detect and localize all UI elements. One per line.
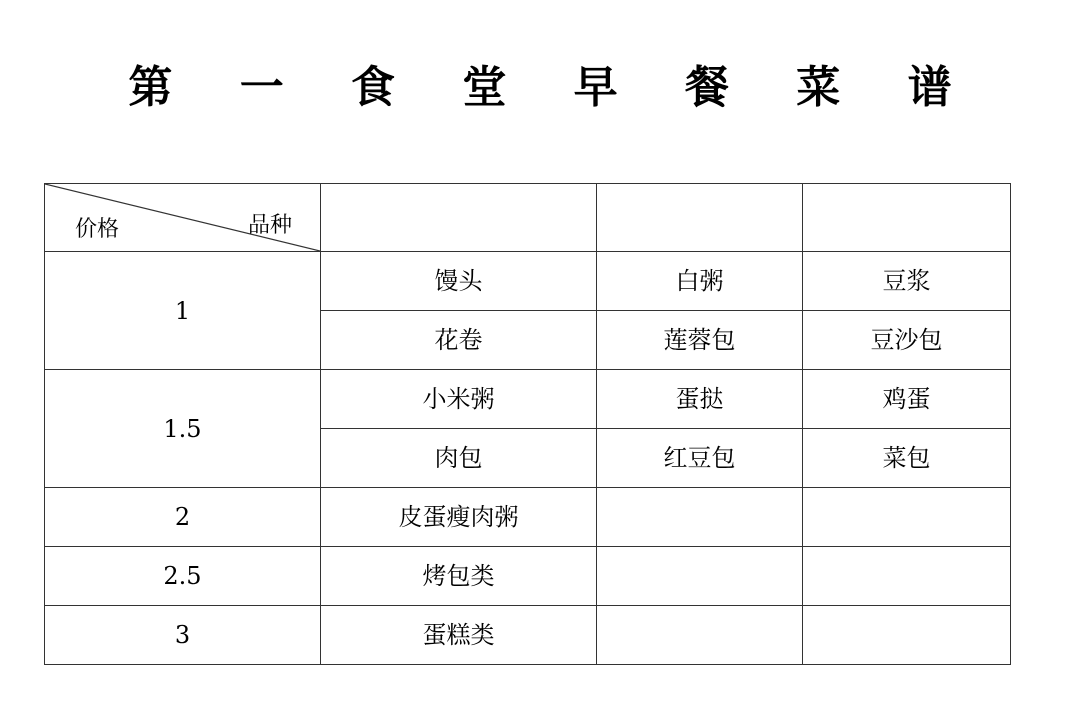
table-header-row (45, 184, 1011, 252)
item-cell: 蛋糕类 (321, 606, 597, 665)
price-header-label: 价格 (75, 217, 120, 242)
variety-header-label: 品种 (247, 213, 292, 238)
diagonal-header-cell (45, 184, 321, 252)
item-cell: 蛋挞 (597, 370, 803, 429)
item-cell: 豆沙包 (803, 311, 1011, 370)
item-cell (803, 606, 1011, 665)
table-row (45, 370, 1011, 429)
item-cell (803, 547, 1011, 606)
header-cell-4 (803, 184, 1011, 252)
item-cell: 莲蓉包 (597, 311, 803, 370)
item-cell: 花卷 (321, 311, 597, 370)
header-cell-2 (321, 184, 597, 252)
item-cell: 小米粥 (321, 370, 597, 429)
item-cell: 皮蛋瘦肉粥 (321, 488, 597, 547)
item-cell: 肉包 (321, 429, 597, 488)
item-cell: 馒头 (321, 252, 597, 311)
item-cell: 鸡蛋 (803, 370, 1011, 429)
item-cell: 豆浆 (803, 252, 1011, 311)
item-cell: 白粥 (597, 252, 803, 311)
item-cell (803, 488, 1011, 547)
table-row (45, 547, 1011, 606)
price-cell: 2.5 (45, 547, 321, 606)
price-cell: 2 (45, 488, 321, 547)
item-cell (597, 547, 803, 606)
price-cell: 1.5 (45, 370, 321, 488)
page-title: 第 一 食 堂 早 餐 菜 谱 (128, 62, 978, 113)
table-row (45, 252, 1011, 311)
table-row (45, 606, 1011, 665)
price-cell: 3 (45, 606, 321, 665)
item-cell: 菜包 (803, 429, 1011, 488)
table-row (45, 488, 1011, 547)
item-cell (597, 488, 803, 547)
item-cell: 烤包类 (321, 547, 597, 606)
item-cell (597, 606, 803, 665)
menu-table (44, 183, 1011, 665)
header-cell-3 (597, 184, 803, 252)
item-cell: 红豆包 (597, 429, 803, 488)
price-cell: 1 (45, 252, 321, 370)
